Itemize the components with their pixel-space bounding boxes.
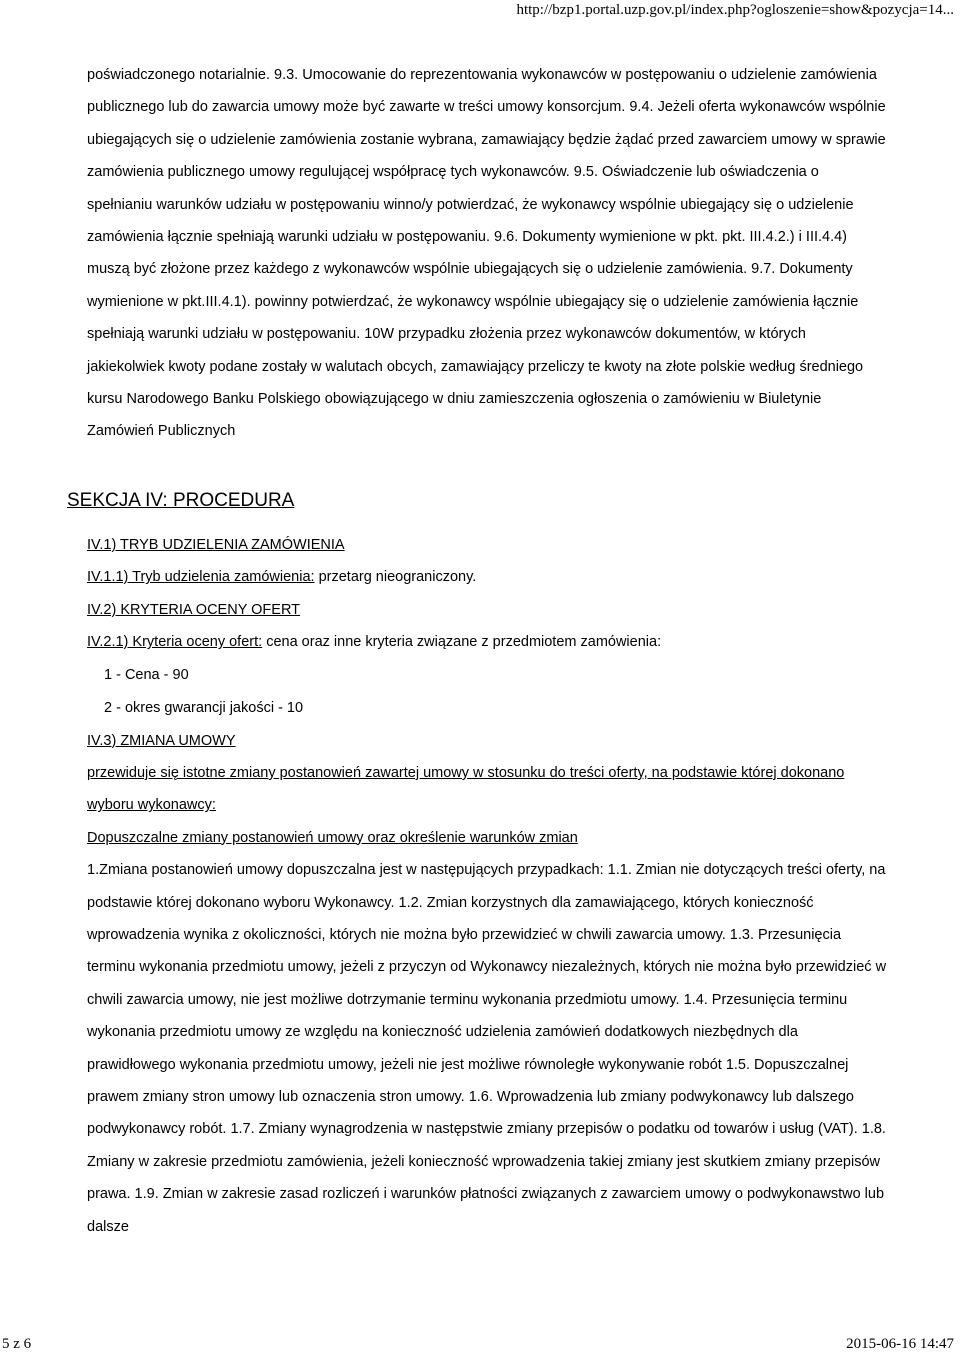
section-iv-content bbox=[87, 529, 887, 1243]
print-datetime: 2015-06-16 14:47 bbox=[846, 1336, 954, 1352]
iv2-heading bbox=[87, 594, 887, 626]
intro-paragraph: poświadczonego notarialnie. 9.3. Umocowanie do reprezentowania wykonawców w postępowaniu o udzielenie zamówienia publicznego lub do zawarcia umowy może być zawarte w treści umowy konsorcjum. 9.4. Jeżeli oferta wykonawców wspólnie ubiegających się o udzielenie zamówienia zostanie wybrana, zamawiający będzie żądać przed zawarciem umowy w sprawie zamówienia publicznego umowy regulującej współpracę tych wykonawców. 9.5. Oświadczenie lub oświadczenia o spełnianiu warunków udziału w postępowaniu winno/y potwierdzać, że wykonawcy wspólnie ubiegający się o udzielenie zamówienia łącznie spełniają warunki udziału w postępowaniu. 9.6. Dokumenty wymienione w pkt. pkt. III.4.2.) i III.4.4) muszą być złożone przez każdego z wykonawców wspólnie ubiegających się o udzielenie zamówienia. 9.7. Dokumenty wymienione w pkt.III.4.1). powinny potwierdzać, że wykonawcy wspólnie ubiegający się o udzielenie zamówienia łącznie spełniają warunki udziału w postępowaniu. 10W przypadku złożenia przez wykonawców dokumentów, w których jakiekolwiek kwoty podane zostały w walutach obcych, zamawiający przeliczy te kwoty na złote polskie według średniego kursu Narodowego Banku Polskiego obowiązującego w dniu zamieszczenia ogłoszenia o zamówieniu w Biuletynie Zamówień Publicznych bbox=[87, 67, 886, 440]
iv1-heading-text: IV.1) TRYB UDZIELENIA ZAMÓWIENIA bbox=[87, 536, 345, 553]
iv3-subheading-text: Dopuszczalne zmiany postanowień umowy oraz określenie warunków zmian bbox=[87, 829, 578, 846]
iv3-question bbox=[87, 757, 887, 822]
iv21-line bbox=[87, 626, 887, 658]
iv11-label: IV.1.1) Tryb udzielenia zamówienia: bbox=[87, 569, 315, 586]
iv3-text: 1.Zmiana postanowień umowy dopuszczalna jest w następujących przypadkach: 1.1. Zmian nie dotyczących treści oferty, na podstawie której dokonano wyboru Wykonawcy. 1.2. Zmian korzystnych dla zamawiającego, których konieczność wprowadzenia wynika z okoliczności, których nie można było przewidzieć w chwili zawarcia umowy. 1.3. Przesunięcia terminu wykonania przedmiotu umowy, jeżeli z przyczyn od Wykonawcy niezależnych, których nie można było przewidzieć w chwili zawarcia umowy, nie jest możliwe dotrzymanie terminu wykonania przedmiotu umowy. 1.4. Przesunięcia terminu wykonania przedmiotu umowy ze względu na konieczność udzielenia zamówień dodatkowych niezbędnych dla prawidłowego wykonania przedmiotu umowy, jeżeli nie jest możliwe równoległe wykonywanie robót 1.5. Dopuszczalnej prawem zmiany stron umowy lub oznaczenia stron umowy. 1.6. Wprowadzenia lub zmiany podwykonawcy lub dalszego podwykonawcy robót. 1.7. Zmiany wynagrodzenia w następstwie zmiany przepisów o podatku od towarów i usług (VAT). 1.8. Zmiany w zakresie przedmiotu zamówienia, jeżeli konieczność wprowadzenia takiej zmiany jest skutkiem zmiany przepisów prawa. 1.9. Zmian w zakresie zasad rozliczeń i warunków płatności związanych z zawarciem umowy o podwykonawstwo lub dalsze bbox=[87, 862, 887, 1235]
iv3-heading bbox=[87, 725, 887, 757]
criterion-item: 1 - Cena - 90 bbox=[104, 666, 189, 683]
iv3-heading-text: IV.3) ZMIANA UMOWY bbox=[87, 732, 236, 749]
iv11-value: przetarg nieograniczony. bbox=[314, 569, 477, 586]
iv2-heading-text: IV.2) KRYTERIA OCENY OFERT bbox=[87, 601, 301, 618]
iv3-subheading bbox=[87, 822, 887, 854]
page-number: 5 z 6 bbox=[2, 1336, 32, 1352]
section-title: SEKCJA IV: PROCEDURA bbox=[67, 489, 295, 511]
print-header-url: http://bzp1.portal.uzp.gov.pl/index.php?ogloszenie=show&pozycja=14... bbox=[516, 2, 954, 18]
iv21-label: IV.2.1) Kryteria oceny ofert: bbox=[87, 634, 263, 651]
document-body bbox=[67, 59, 887, 1243]
iv3-question-text: przewiduje się istotne zmiany postanowień zawartej umowy w stosunku do treści oferty, na podstawie której dokonano wyboru wykonawcy: bbox=[87, 764, 845, 814]
criterion-item: 2 - okres gwarancji jakości - 10 bbox=[104, 699, 304, 716]
iv1-heading bbox=[87, 529, 887, 561]
iv11-line bbox=[87, 561, 887, 593]
iv21-value: cena oraz inne kryteria związane z przedmiotem zamówienia: bbox=[262, 634, 662, 651]
